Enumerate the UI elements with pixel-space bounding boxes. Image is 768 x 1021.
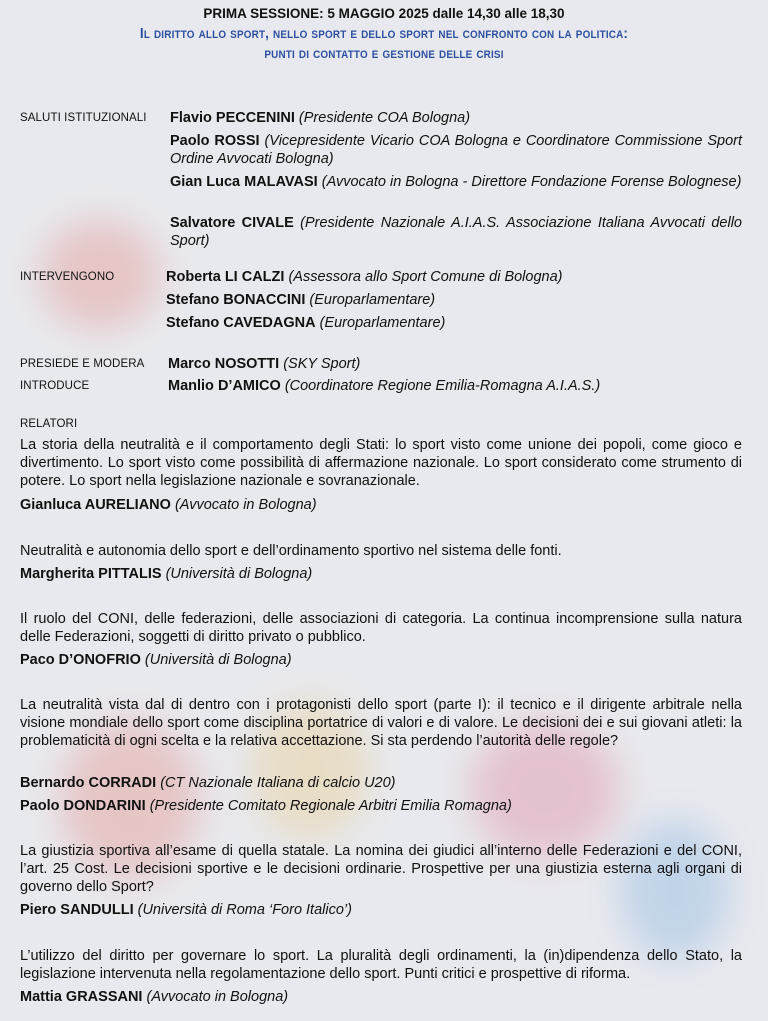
talk-description: Il ruolo del CONI, delle federazioni, delle associazioni di categoria. La continua incomprensione sulla natura delle Federazioni, soggetti di diritto privato o pubblico. [20,611,742,645]
intervengono-person [166,291,738,309]
speaker-name: Piero SANDULLI [20,902,134,918]
person-role: (Assessora allo Sport Comune di Bologna) [288,269,563,285]
person-role: (Presidente COA Bologna) [298,110,471,126]
person-role: (Vicepresidente Vicario COA Bologna e Coordinatore Commissione Sport Ordine Avvocati Bologna) [170,133,742,167]
person-role: (Avvocato in Bologna - Direttore Fondazione Forense Bolognese) [321,174,742,190]
speaker [20,988,288,1006]
speaker [20,797,512,815]
speaker-name: Paolo DONDARINI [20,798,146,814]
session-title-line2: punti di contatto e gestione delle crisi [264,45,504,62]
saluti-label: SALUTI ISTITUZIONALI [20,112,147,124]
person-name: Manlio D’AMICO [168,378,281,394]
intervengono-label: INTERVENGONO [20,271,115,283]
person-name: Flavio PECCENINI [170,110,295,126]
speaker-role: (Avvocato in Bologna) [174,497,317,513]
speaker-name: Bernardo CORRADI [20,775,157,791]
speaker-name: Paco D’ONOFRIO [20,652,141,668]
person-name: Salvatore CIVALE [170,215,294,231]
saluti-person [170,214,742,250]
speaker [20,496,317,514]
intervengono-person [166,268,738,286]
relatori-label: RELATORI [20,418,78,430]
speaker [20,774,396,792]
session-title-line1: Il diritto allo sport, nello sport e dello sport nel confronto con la politica: [139,25,629,42]
person-role: (Presidente Nazionale A.I.A.S. Associazione Italiana Avvocati dello Sport) [170,215,742,249]
person-name: Stefano BONACCINI [166,292,306,308]
speaker-name: Margherita PITTALIS [20,566,162,582]
introduce-person [168,377,740,395]
person-name: Marco NOSOTTI [168,356,280,372]
speaker-role: (Avvocato in Bologna) [146,989,289,1005]
talk-description: La neutralità vista dal di dentro con i protagonisti dello sport (parte I): il tecnico e il dirigente arbitrale nella visione mondiale dello sport come disciplina portatrice di valori e di valore. Le decisioni dei e sui giovani atleti: la problematicità di ogni scelta e la relativa accettazione. Si sta perdendo l’autorità delle regole? [20,697,742,749]
person-name: Gian Luca MALAVASI [170,174,318,190]
intervengono-person [166,314,738,332]
saluti-person [170,132,742,168]
speaker [20,565,312,583]
session-heading: PRIMA SESSIONE: 5 MAGGIO 2025 dalle 14,30 alle 18,30 [203,6,565,21]
person-name: Paolo ROSSI [170,133,260,149]
person-role: (Europarlamentare) [319,315,446,331]
speaker [20,651,292,669]
header [0,6,768,64]
speaker-role: (Presidente Comitato Regionale Arbitri Emilia Romagna) [149,798,512,814]
introduce-label: INTRODUCE [20,380,90,392]
person-role: (Europarlamentare) [309,292,436,308]
person-name: Roberta LI CALZI [166,269,285,285]
speaker-role: (Università di Roma ‘Foro Italico’) [137,902,352,918]
speaker [20,901,352,919]
saluti-person [170,173,742,191]
talk-description: La giustizia sportiva all’esame di quella statale. La nomina dei giudici all’interno delle Federazioni e del CONI, l’art. 25 Cost. Le decisioni sportive e le decisioni ordinarie. Prospettive per una giustizia esterna agli organi di governo dello Sport? [20,843,742,895]
presiede-person [168,355,740,373]
saluti-person [170,109,742,127]
presiede-label: PRESIEDE E MODERA [20,358,145,370]
speaker-name: Gianluca AURELIANO [20,497,171,513]
person-role: (SKY Sport) [283,356,361,372]
speaker-role: (Università di Bologna) [144,652,292,668]
speaker-role: (CT Nazionale Italiana di calcio U20) [160,775,396,791]
speaker-role: (Università di Bologna) [165,566,313,582]
speaker-name: Mattia GRASSANI [20,989,143,1005]
talk-description: L’utilizzo del diritto per governare lo sport. La pluralità degli ordinamenti, la (in)dipendenza dello Stato, la legislazione intervenuta nella regolamentazione dello sport. Punti critici e prospettive di riforma. [20,948,742,982]
talk-description: La storia della neutralità e il comportamento degli Stati: lo sport visto come unione dei popoli, come gioco e divertimento. Lo sport visto come possibilità di affermazione nazionale. Lo sport considerato come strumento di potere. Lo sport nella legislazione nazionale e sovranazionale. [20,437,742,489]
person-role: (Coordinatore Regione Emilia-Romagna A.I.A.S.) [284,378,601,394]
talk-description: Neutralità e autonomia dello sport e dell’ordinamento sportivo nel sistema delle fonti. [20,543,562,559]
person-name: Stefano CAVEDAGNA [166,315,316,331]
